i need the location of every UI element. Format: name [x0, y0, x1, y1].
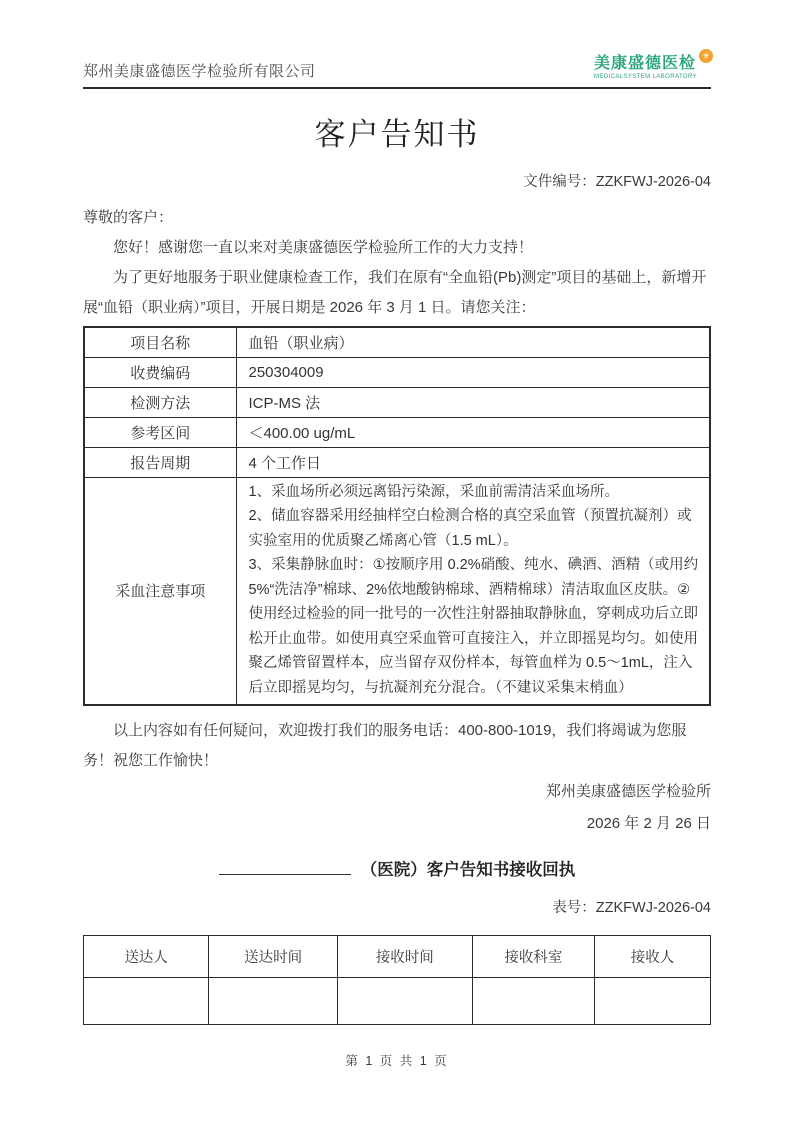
salutation: 尊敬的客户：	[83, 209, 174, 226]
company-name: 郑州美康盛德医学检验所有限公司	[83, 63, 316, 80]
note-item: 1、采血场所必须远离铅污染源，采血前需清洁采血场所。	[248, 483, 620, 500]
column-header: 接收人	[594, 936, 710, 978]
note-item: 3、采集静脉血时：①按顺序用 0.2%硝酸、纯水、碘酒、酒精（或用约 5%“洗洁净”棉球、2%依地酸钠棉球、酒精棉球）清洁取血区皮肤。②使用经过检验的同一批号的一次性注射器抽取静脉血，穿刺成功后立即松开止血带。如使用真空采血管可直接注入，并立即摇晃均匀。如使用聚乙烯管留置样本，应当留存双份样本，每管血样为 0.5～1mL，注入后立即摇晃均匀，与抗凝剂充分混合。（不建议采集末梢血）	[248, 557, 699, 696]
empty-cell	[209, 978, 338, 1025]
row-value: ICP-MS 法	[236, 387, 710, 417]
page-number: 第 1 页 共 1 页	[345, 1054, 449, 1068]
project-info-table	[83, 326, 711, 706]
row-label: 项目名称	[84, 327, 236, 357]
company-logo	[594, 51, 711, 80]
table-row-notes	[84, 477, 710, 705]
row-label: 检测方法	[84, 387, 236, 417]
notes-cell	[236, 477, 710, 705]
row-value: ＜400.00 ug/mL	[236, 417, 710, 447]
receipt-header-row	[84, 936, 711, 978]
receipt-empty-row	[84, 978, 711, 1025]
empty-cell	[594, 978, 710, 1025]
row-value: 4 个工作日	[236, 447, 710, 477]
signature-company: 郑州美康盛德医学检验所	[545, 783, 711, 800]
empty-cell	[337, 978, 472, 1025]
table-row	[84, 387, 710, 417]
logo-text-cn: 美康盛德医检	[594, 55, 697, 72]
empty-cell	[84, 978, 209, 1025]
column-header: 接收科室	[472, 936, 594, 978]
column-header: 送达人	[84, 936, 209, 978]
page-header	[83, 51, 711, 89]
doc-number: 文件编号：ZZKFWJ-2026-04	[523, 174, 711, 190]
column-header: 接收时间	[337, 936, 472, 978]
row-value: 250304009	[236, 357, 710, 387]
table-row	[84, 327, 710, 357]
receipt-title-text: （医院）客户告知书接收回执	[360, 861, 576, 879]
paragraph-intro: 为了更好地服务于职业健康检查工作，我们在原有“全血铅(Pb)测定”项目的基础上，新增开展“血铅（职业病）”项目，开展日期是 2026 年 3 月 1 日。请您关注：	[83, 269, 707, 316]
notes-label: 采血注意事项	[84, 477, 236, 705]
empty-cell	[472, 978, 594, 1025]
table-row	[84, 357, 710, 387]
form-number: 表号：ZZKFWJ-2026-04	[552, 900, 711, 916]
column-header: 送达时间	[209, 936, 338, 978]
row-label: 报告周期	[84, 447, 236, 477]
closing-paragraph: 以上内容如有任何疑问，欢迎拨打我们的服务电话：400-800-1019，我们将竭诚为您服务！祝您工作愉快！	[83, 722, 687, 769]
table-row	[84, 447, 710, 477]
signature-date: 2026 年 2 月 26 日	[586, 815, 711, 832]
row-value: 血铅（职业病）	[236, 327, 710, 357]
note-item: 2、储血容器采用经抽样空白检测合格的真空采血管（预置抗凝剂）或实验室用的优质聚乙烯离心管（1.5 mL）。	[248, 508, 692, 549]
receipt-table	[83, 935, 711, 1025]
row-label: 收费编码	[84, 357, 236, 387]
page-title: 客户告知书	[314, 117, 480, 152]
flower-badge-icon: ✳	[699, 49, 713, 63]
logo-text-en: MEDICALSYSTEM LABORATORY	[594, 74, 697, 80]
fill-in-blank-line	[219, 861, 351, 875]
table-row	[84, 417, 710, 447]
row-label: 参考区间	[84, 417, 236, 447]
paragraph-thanks: 您好！感谢您一直以来对美康盛德医学检验所工作的大力支持！	[113, 239, 534, 256]
receipt-title	[83, 856, 711, 880]
